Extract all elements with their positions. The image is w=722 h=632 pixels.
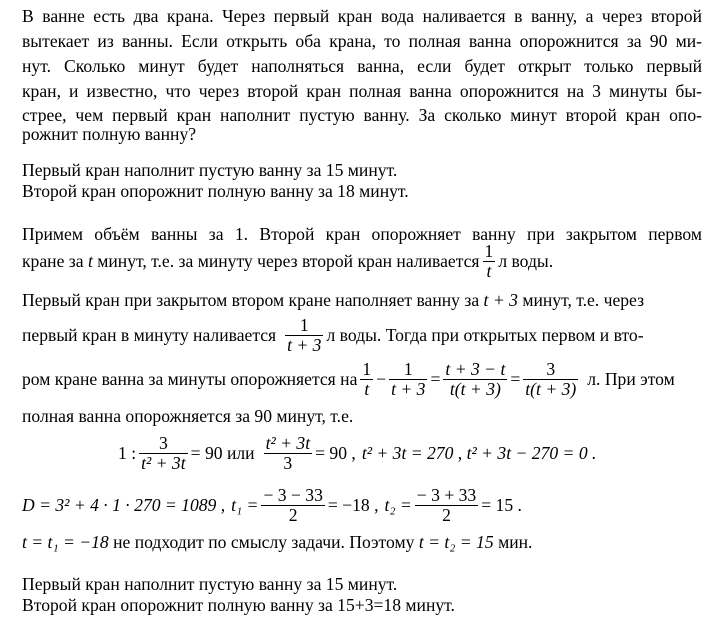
rejection-line: t = t₁ = −18 не подходит по смыслу задачи. Поэтому t = t₂ = 15 мин. xyxy=(22,532,533,552)
text: л воды. Тогда при открытых первом и вто- xyxy=(326,325,644,345)
fraction-1-over-t: $\frac{1}{t}$ xyxy=(484,241,494,281)
fraction-3-over-product: $\frac{3}{t(t + 3)}$ xyxy=(525,359,577,399)
solution-line-4 xyxy=(22,316,644,355)
text: кране за xyxy=(22,251,84,271)
fraction-1-over-t: $\frac{1}{t}$ xyxy=(362,359,372,399)
expr-t-plus-3: t + 3 xyxy=(483,290,518,310)
answer-line: Первый кран наполнит пустую ванну за 15 минут. xyxy=(22,160,398,180)
problem-line: вытекает из ванны. Если открыть оба крана, то полная ванна опорожнится за 90 ми- xyxy=(22,31,702,51)
text: л. При этом xyxy=(587,369,675,389)
problem-line: рожнит полную ванну? xyxy=(22,124,197,144)
equation-row: 1 : $\frac{3}{\text{t² + 3t}}$ = 90 или $\frac{\text{t² + 3t}}{3}$ = 90 , t² + 3t = 270 , t² + 3t − 270 = 0 . xyxy=(118,433,597,473)
fraction-t2: $\frac{- 3 + 33}{2}$ xyxy=(416,485,477,525)
fraction-3-over-quadratic: $\frac{3}{\text{t² + 3t}}$ xyxy=(141,433,186,473)
final-answer-line: Второй кран опорожнит полную ванну за 15+3=18 минут. xyxy=(22,595,455,615)
fraction-1-over-t-plus-3: $\frac{1}{t + 3}$ xyxy=(391,359,426,399)
solution-line: Примем объём ванны за 1. Второй кран опорожняет ванну при закрытом первом xyxy=(22,224,702,244)
discriminant: D = 3² + 4 · 1 · 270 = 1089 , xyxy=(22,495,226,515)
text: первый кран в минуту наливается xyxy=(22,325,277,345)
text: Первый кран при закрытом втором кране наполняет ванну за xyxy=(22,290,480,310)
fraction-1-over-t-plus-3: $\frac{1}{t + 3}$ xyxy=(287,315,322,355)
solution-line-3 xyxy=(22,290,644,311)
problem-line: В ванне есть два крана. Через первый кран вода наливается в ванну, а через второй xyxy=(22,6,702,26)
discriminant-row: D = 3² + 4 · 1 · 270 = 1089 , t₁ = $\frac{- 3 - 33}{2}$ = −18 , t₂ = $\frac{- 3 + 33}{2}$ = 15 . xyxy=(22,485,522,525)
text: л воды. xyxy=(498,251,554,271)
solution-line-2 xyxy=(22,242,553,281)
text: ром кране ванна за минуты опорожняется на xyxy=(22,369,358,389)
final-answer-line: Первый кран наполнит пустую ванну за 15 минут. xyxy=(22,574,398,594)
var-t: t xyxy=(87,251,93,271)
answer-line: Второй кран опорожнит полную ванну за 18 минут. xyxy=(22,181,409,201)
fraction-quadratic-over-3: $\frac{\text{t² + 3t}}{3}$ xyxy=(265,433,311,473)
problem-line: нут. Сколько минут будет наполняться ванна, если будет открыт только первый xyxy=(22,56,702,76)
fraction-t1: $\frac{- 3 - 33}{2}$ xyxy=(263,485,323,525)
text: минут, т.е. за минуту через второй кран наливается xyxy=(97,251,480,271)
fraction-combined: $\frac{t + 3 - t}{t(t + 3)}$ xyxy=(445,359,506,399)
equation-tail: t² + 3t = 270 , t² + 3t − 270 = 0 . xyxy=(361,443,597,463)
problem-line: кран, и известно, что через второй кран полная ванна опорожнится на 3 минуты бы- xyxy=(22,81,702,101)
text: минут, т.е. через xyxy=(522,290,645,310)
solution-line-5: ром кране ванна за минуты опорожняется на $\frac{1}{t}$ − $\frac{1}{t + 3}$ = $\frac{t + 3 - t}{t(t + 3)}$ = $\frac{3}{t(t + 3)}$ л. При этом xyxy=(22,359,675,399)
solution-line-6: полная ванна опорожняется за 90 минут, т.е. xyxy=(22,406,354,426)
problem-line: стрее, чем первый кран наполнит пустую ванну. За сколько минут второй кран опо- xyxy=(22,105,702,125)
